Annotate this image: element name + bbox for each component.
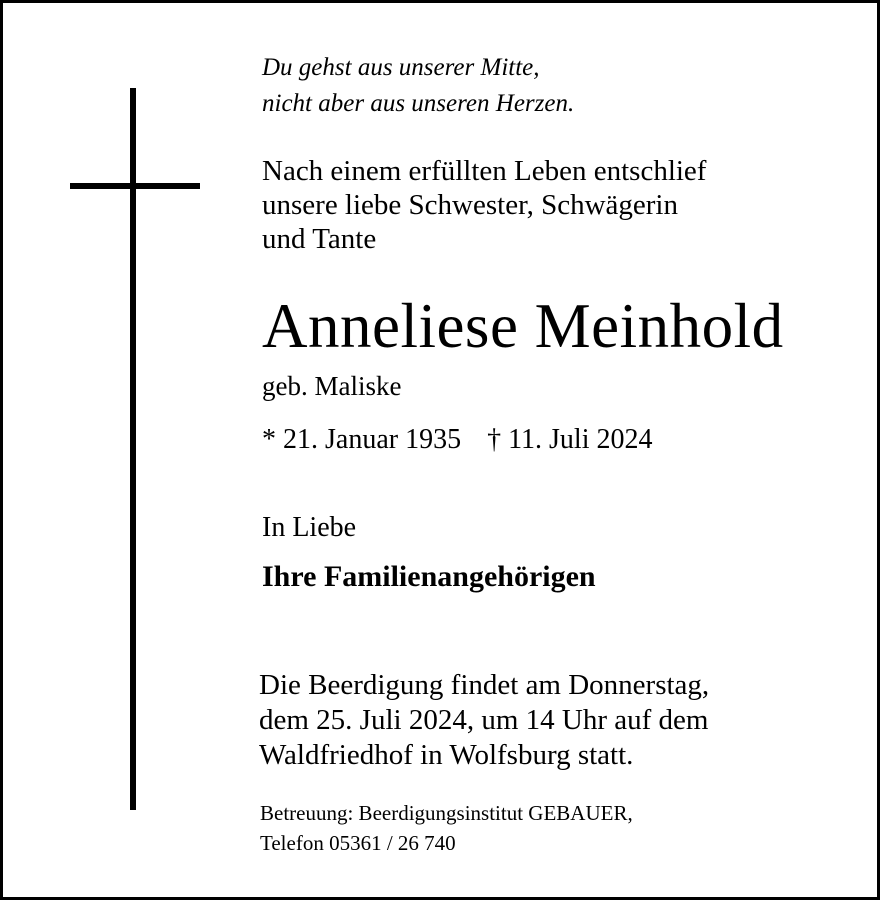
death-date: † 11. Juli 2024: [487, 424, 653, 455]
birth-date: * 21. Januar 1935: [262, 424, 462, 455]
deceased-name: Anneliese Meinhold: [262, 291, 784, 361]
intro-line: Nach einem erfüllten Leben entschlief: [262, 155, 707, 187]
cross-horizontal-bar: [70, 183, 200, 189]
cross-vertical-bar: [130, 88, 136, 810]
intro-line: unsere liebe Schwester, Schwägerin: [262, 189, 678, 221]
funeral-home-info: [260, 798, 633, 858]
family-signature: Ihre Familienangehörigen: [262, 560, 596, 593]
funeral-home-line: Betreuung: Beerdigungsinstitut GEBAUER,: [260, 801, 633, 825]
funeral-home-phone: Telefon 05361 / 26 740: [260, 831, 456, 855]
funeral-info: [259, 668, 709, 773]
intro-line: und Tante: [262, 223, 377, 255]
life-dates: [262, 422, 653, 458]
funeral-line: Die Beerdigung findet am Donnerstag,: [259, 669, 710, 701]
motto-line: Du gehst aus unserer Mitte,: [262, 54, 540, 81]
funeral-line: dem 25. Juli 2024, um 14 Uhr auf dem: [259, 704, 709, 736]
intro-text: [262, 154, 706, 256]
motto: [262, 50, 574, 122]
motto-line: nicht aber aus unseren Herzen.: [262, 90, 575, 117]
funeral-line: Waldfriedhof in Wolfsburg statt.: [259, 739, 634, 771]
closing-phrase: In Liebe: [262, 512, 357, 543]
maiden-name: geb. Maliske: [262, 371, 402, 401]
